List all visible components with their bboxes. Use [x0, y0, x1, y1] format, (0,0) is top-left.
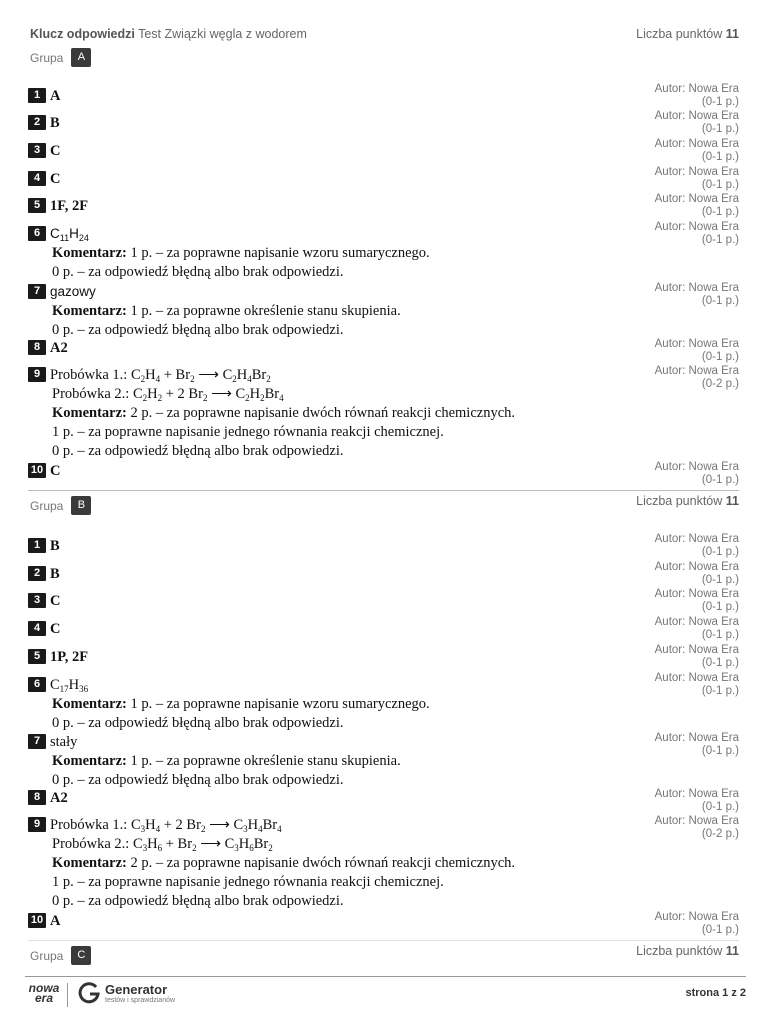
question-number: 2 [28, 115, 46, 130]
answer: 1P, 2F [50, 649, 89, 665]
question-meta: Autor: Nowa Era (0-1 p.) [654, 221, 739, 246]
answer-formula: $C_{17}H_{36}$ [50, 677, 89, 694]
question-number: 1 [28, 538, 46, 553]
comment: 0 p. – za odpowiedź błędną albo brak odpowiedzi. [52, 322, 344, 338]
points-total: Liczba punktów 11 [636, 494, 739, 508]
question-a-8 [28, 338, 739, 363]
question-number: 4 [28, 621, 46, 636]
question-a-10 [28, 461, 739, 486]
comment: 1 p. – za poprawne napisanie jednego równania reakcji chemicznej. [52, 874, 444, 890]
question-meta: Autor: Nowa Era (0-2 p.) [654, 815, 739, 840]
question-number: 6 [28, 226, 46, 241]
question-meta: Autor: Nowa Era (0-1 p.) [654, 672, 739, 697]
question-meta: Autor: Nowa Era (0-1 p.) [654, 110, 739, 135]
group-divider [28, 940, 739, 941]
answer-equation: Probówka 2.: $C_2H_2 + 2$ $Br_2$ ⟶ $C_2H_2Br_4$ [52, 386, 284, 403]
question-a-6 [28, 221, 739, 282]
question-b-1 [28, 533, 739, 558]
logo-separator [67, 983, 68, 1007]
question-meta: Autor: Nowa Era (0-1 p.) [654, 732, 739, 757]
question-number: 7 [28, 284, 46, 299]
question-number: 3 [28, 143, 46, 158]
comment: 0 p. – za odpowiedź błędną albo brak odpowiedzi. [52, 443, 344, 459]
group-badge: A [71, 48, 91, 67]
question-number: 1 [28, 88, 46, 103]
answer: C [50, 621, 61, 637]
question-a-3 [28, 138, 739, 163]
question-number: 10 [28, 913, 46, 928]
answer: B [50, 538, 60, 554]
group-divider [28, 490, 739, 491]
comment: Komentarz: 2 p. – za poprawne napisanie dwóch równań reakcji chemicznych. [52, 405, 516, 421]
question-meta: Autor: Nowa Era (0-1 p.) [654, 788, 739, 813]
question-a-7 [28, 282, 739, 340]
question-number: 6 [28, 677, 46, 692]
question-number: 9 [28, 817, 46, 832]
page-number: strona 1 z 2 [685, 987, 746, 999]
question-b-8 [28, 788, 739, 813]
question-a-5 [28, 193, 739, 218]
answer-equation: Probówka 1.: $C_2H_4 + Br_2$ ⟶ $C_2H_4Br_2$ [50, 367, 271, 384]
question-b-6 [28, 672, 739, 733]
question-number: 3 [28, 593, 46, 608]
question-a-1 [28, 83, 739, 108]
comment: Komentarz: 1 p. – za poprawne określenie stanu skupienia. [52, 753, 401, 769]
question-meta: Autor: Nowa Era (0-1 p.) [654, 193, 739, 218]
answer: A2 [50, 340, 68, 356]
group-a-label: Grupa A [30, 48, 91, 67]
comment: Komentarz: 1 p. – za poprawne napisanie wzoru sumarycznego. [52, 245, 430, 261]
question-meta: Autor: Nowa Era (0-1 p.) [654, 561, 739, 586]
answer: stały [50, 734, 78, 750]
answer: C [50, 171, 61, 187]
question-number: 5 [28, 198, 46, 213]
answer: gazowy [50, 284, 96, 299]
group-badge: B [71, 496, 91, 515]
question-number: 8 [28, 340, 46, 355]
question-meta: Autor: Nowa Era (0-1 p.) [654, 338, 739, 363]
question-meta: Autor: Nowa Era (0-1 p.) [654, 461, 739, 486]
answer: C [50, 463, 61, 479]
question-meta: Autor: Nowa Era (0-1 p.) [654, 138, 739, 163]
comment: Komentarz: 1 p. – za poprawne określenie stanu skupienia. [52, 303, 401, 319]
document-title: Klucz odpowiedzi Test Związki węgla z wodorem [30, 27, 307, 41]
generator-logo-subtitle: testów i sprawdzianów [105, 997, 176, 1004]
question-meta: Autor: Nowa Era (0-1 p.) [654, 533, 739, 558]
question-number: 8 [28, 790, 46, 805]
question-meta: Autor: Nowa Era (0-1 p.) [654, 911, 739, 936]
points-total: Liczba punktów 11 [636, 944, 739, 958]
comment: 1 p. – za poprawne napisanie jednego równania reakcji chemicznej. [52, 424, 444, 440]
answer: B [50, 115, 60, 131]
comment: 0 p. – za odpowiedź błędną albo brak odpowiedzi. [52, 264, 344, 280]
answer: C [50, 143, 61, 159]
question-meta: Autor: Nowa Era (0-1 p.) [654, 166, 739, 191]
question-a-4 [28, 166, 739, 191]
group-c-label: Grupa C [30, 946, 91, 965]
question-meta: Autor: Nowa Era (0-2 p.) [654, 365, 739, 390]
comment: 0 p. – za odpowiedź błędną albo brak odpowiedzi. [52, 772, 344, 788]
answer: A2 [50, 790, 68, 806]
question-number: 7 [28, 734, 46, 749]
page-header [30, 27, 739, 41]
comment: 0 p. – za odpowiedź błędną albo brak odpowiedzi. [52, 893, 344, 909]
answer: A [50, 913, 61, 929]
group-b-label: Grupa B [30, 496, 91, 515]
question-number: 4 [28, 171, 46, 186]
answer-equation: Probówka 2.: $C_3H_6 + Br_2$ ⟶ $C_3H_6Br_2$ [52, 836, 273, 853]
question-b-5 [28, 644, 739, 669]
points-total: Liczba punktów 11 [636, 27, 739, 41]
question-meta: Autor: Nowa Era (0-1 p.) [654, 644, 739, 669]
question-b-7 [28, 732, 739, 790]
answer: B [50, 566, 60, 582]
question-meta: Autor: Nowa Era (0-1 p.) [654, 83, 739, 108]
question-b-9 [28, 815, 739, 911]
question-meta: Autor: Nowa Era (0-1 p.) [654, 282, 739, 307]
generator-logo-text: Generator [105, 982, 168, 997]
nowa-era-logo: nowa era [28, 981, 60, 1005]
answer-equation: Probówka 1.: $C_3H_4 + 2$ $Br_2$ ⟶ $C_3H_4Br_4$ [50, 817, 282, 834]
question-number: 5 [28, 649, 46, 664]
generator-logo-icon [77, 981, 101, 1005]
answer-formula: $C_{11}H_{24}$ [50, 226, 89, 243]
page-footer [25, 976, 746, 1016]
answer: 1F, 2F [50, 198, 89, 214]
answer: C [50, 593, 61, 609]
question-number: 2 [28, 566, 46, 581]
question-a-2 [28, 110, 739, 135]
question-b-4 [28, 616, 739, 641]
question-a-9 [28, 365, 739, 461]
question-number: 10 [28, 463, 46, 478]
question-b-2 [28, 561, 739, 586]
group-badge: C [71, 946, 91, 965]
question-b-10 [28, 911, 739, 936]
question-number: 9 [28, 367, 46, 382]
question-meta: Autor: Nowa Era (0-1 p.) [654, 588, 739, 613]
question-b-3 [28, 588, 739, 613]
question-meta: Autor: Nowa Era (0-1 p.) [654, 616, 739, 641]
comment: Komentarz: 1 p. – za poprawne napisanie wzoru sumarycznego. [52, 696, 430, 712]
comment: 0 p. – za odpowiedź błędną albo brak odpowiedzi. [52, 715, 344, 731]
answer: A [50, 88, 61, 104]
comment: Komentarz: 2 p. – za poprawne napisanie dwóch równań reakcji chemicznych. [52, 855, 516, 871]
